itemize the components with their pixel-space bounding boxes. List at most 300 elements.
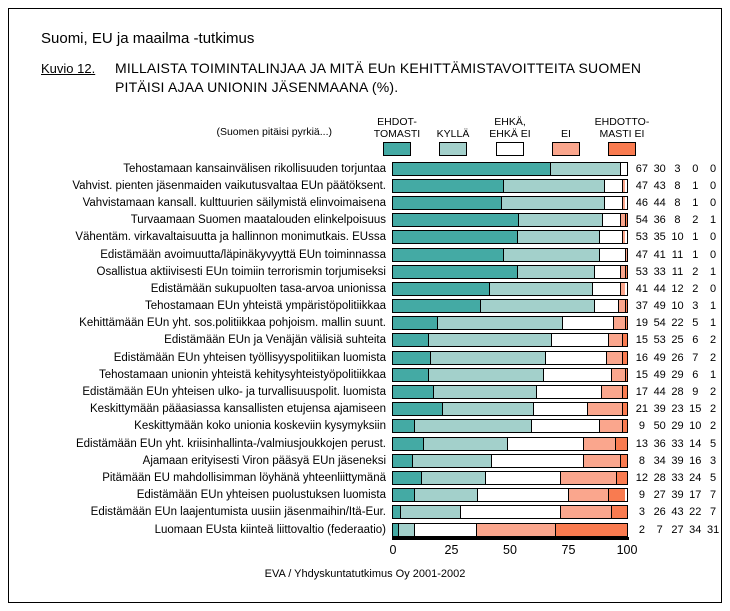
value-label: 43 — [653, 179, 666, 192]
bar-segment-ehka-ehka-ei — [507, 438, 583, 450]
value-label: 1 — [710, 368, 717, 381]
bar-segment-ehdottomasti-ei — [622, 386, 627, 398]
value-label: 10 — [671, 231, 684, 244]
bar-segment-ehdottomasti — [393, 231, 517, 243]
category-label: Tehostamaan kansainvälisen rikollisuuden torjuntaa — [123, 162, 386, 175]
bar-segment-ehdottomasti-ei — [622, 420, 627, 432]
value-label: 3 — [692, 300, 699, 313]
bar-segment-ehdottomasti — [393, 317, 437, 329]
value-label: 44 — [653, 196, 666, 209]
value-label: 15 — [689, 403, 702, 416]
category-label: Tehostamaan unionin yhteistä kehitysyhteistyöpolitiikkaa — [98, 368, 386, 381]
stacked-bar — [392, 248, 628, 262]
value-label: 28 — [653, 471, 666, 484]
value-labels — [633, 163, 722, 175]
value-label: 3 — [674, 162, 681, 175]
value-labels — [633, 214, 722, 226]
category-label: Keskittymään koko unionia koskeviin kysymyksiin — [134, 420, 386, 433]
value-label: 2 — [710, 334, 717, 347]
value-label: 29 — [671, 368, 684, 381]
category-label: Edistämään avoimuutta/läpinäkyvyyttä EUn toiminnassa — [100, 248, 386, 261]
value-label: 1 — [710, 317, 717, 330]
legend-label: EHDOT- TOMASTI — [373, 116, 421, 140]
value-label: 41 — [635, 282, 649, 295]
bar-segment-ehka-ehka-ei — [599, 249, 625, 261]
chart-row — [10, 383, 724, 400]
value-label: 9 — [638, 420, 645, 433]
bar-segment-ehka-ehka-ei — [545, 352, 606, 364]
bar-segment-ei — [606, 352, 622, 364]
value-label: 7 — [710, 506, 717, 519]
bar-segment-kylla — [437, 317, 562, 329]
value-label: 34 — [653, 454, 666, 467]
chart-row — [10, 418, 724, 435]
value-labels — [633, 472, 722, 484]
bar-segment-ehdottomasti — [393, 386, 433, 398]
stacked-bar — [392, 230, 628, 244]
bar-segment-ehdottomasti-ei — [616, 472, 627, 484]
chart-title — [115, 59, 715, 97]
value-label: 1 — [692, 248, 699, 261]
legend-label: KYLLÄ — [436, 128, 470, 140]
chart-row — [10, 401, 724, 418]
value-label: 53 — [653, 334, 666, 347]
value-labels — [633, 283, 722, 295]
stacked-bar — [392, 333, 628, 347]
bar-segment-ei — [583, 455, 620, 467]
stacked-bar — [392, 316, 628, 330]
bar-segment-kylla — [518, 214, 601, 226]
value-label: 17 — [635, 386, 649, 399]
value-label: 2 — [692, 282, 699, 295]
bar-segment-ei — [568, 489, 608, 501]
value-label: 9 — [692, 386, 699, 399]
bar-segment-kylla — [433, 386, 536, 398]
value-label: 27 — [653, 489, 666, 502]
bar-segment-ehdottomasti-ei — [625, 300, 627, 312]
x-tick-label: 0 — [389, 543, 397, 557]
stacked-bar — [392, 179, 628, 193]
value-label: 9 — [638, 489, 645, 502]
bar-segment-ei — [620, 283, 625, 295]
bar-segment-ehdottomasti-ei — [608, 489, 624, 501]
value-label: 15 — [635, 334, 649, 347]
chart-row — [10, 521, 724, 538]
value-label: 0 — [710, 248, 717, 261]
bar-segment-kylla — [480, 300, 595, 312]
bar-segment-kylla — [517, 266, 594, 278]
x-tick-label: 25 — [444, 543, 459, 557]
stacked-bar — [392, 402, 628, 416]
bar-segment-kylla — [489, 283, 592, 295]
bar-segment-ehdottomasti — [393, 403, 442, 415]
value-label: 10 — [671, 300, 684, 313]
bar-segment-ei — [599, 420, 622, 432]
x-tick-label: 50 — [503, 543, 517, 557]
bar-segment-ehdottomasti — [393, 472, 421, 484]
bar-segment-kylla — [503, 249, 599, 261]
bar-segment-ei — [587, 403, 622, 415]
bar-segment-ehdottomasti-ei — [555, 524, 627, 536]
value-label: 29 — [671, 420, 684, 433]
bar-segment-ehka-ehka-ei — [551, 334, 609, 346]
chart-row — [10, 263, 724, 280]
bar-segment-ehka-ehka-ei — [533, 403, 587, 415]
category-label: Vahvistamaan kansall. kulttuurien säilymistä elinvoimaisena — [82, 196, 386, 209]
value-label: 8 — [674, 179, 681, 192]
category-label: Luomaan EUsta kiinteä liittovaltio (federaatio) — [154, 523, 386, 536]
bar-segment-ehka-ehka-ei — [592, 283, 620, 295]
category-label: Edistämään EUn yhteisen työllisyyspolitiikan luomista — [113, 351, 386, 364]
bar-segment-ehdottomasti — [393, 266, 517, 278]
bar-segment-ehdottomasti — [393, 334, 428, 346]
stacked-bar — [392, 523, 628, 537]
value-label: 33 — [671, 437, 684, 450]
bar-segment-ei — [583, 438, 615, 450]
value-label: 25 — [671, 334, 684, 347]
chart-row — [10, 315, 724, 332]
category-label: Pitämään EU mahdollisimman löyhänä yhteenliittymänä — [102, 471, 386, 484]
bar-segment-kylla — [400, 506, 460, 518]
value-label: 30 — [653, 162, 666, 175]
category-label: Ajamaan erityisesti Viron pääsyä EUn jäseneksi — [142, 454, 386, 467]
category-label: Vähentäm. virkavaltaisuutta ja hallinnon monimutkais. EUssa — [75, 231, 386, 244]
value-label: 2 — [692, 265, 699, 278]
legend-label: EI — [561, 128, 571, 140]
value-label: 39 — [671, 454, 684, 467]
stacked-bar — [392, 488, 628, 502]
value-label: 11 — [671, 265, 684, 278]
value-labels — [633, 524, 722, 536]
bar-segment-ehdottomasti — [393, 180, 503, 192]
value-label: 2 — [710, 386, 717, 399]
value-label: 6 — [692, 368, 699, 381]
x-tick-label: 75 — [561, 543, 576, 557]
bar-segment-kylla — [414, 489, 477, 501]
bar-segment-kylla — [503, 180, 604, 192]
bar-segment-ehka-ehka-ei — [531, 420, 599, 432]
legend-note: (Suomen pitäisi pyrkiä...) — [216, 126, 332, 138]
chart-title-line1: MILLAISTA TOIMINTALINJAA JA MITÄ EUn KEHITTÄMISTAVOITTEITA SUOMEN — [115, 60, 642, 76]
stacked-bar — [392, 505, 628, 519]
value-labels — [633, 266, 722, 278]
value-label: 36 — [653, 437, 666, 450]
bar-segment-ehka-ehka-ei — [604, 180, 623, 192]
bar-segment-ehdottomasti-ei — [622, 403, 627, 415]
value-label: 53 — [635, 265, 649, 278]
bar-segment-ei — [622, 231, 624, 243]
value-label: 17 — [689, 489, 702, 502]
value-label: 22 — [689, 506, 702, 519]
value-label: 0 — [710, 179, 717, 192]
value-label: 0 — [710, 282, 717, 295]
value-labels — [633, 300, 722, 312]
bar-segment-kylla — [412, 455, 492, 467]
stacked-bar — [392, 196, 628, 210]
bar-segment-ehdottomasti — [393, 352, 430, 364]
value-label: 7 — [692, 351, 699, 364]
bar-segment-ehdottomasti-ei — [622, 334, 627, 346]
bar-segment-ei — [618, 300, 625, 312]
value-labels — [633, 317, 722, 329]
x-axis-labels — [0, 543, 730, 559]
stacked-bar — [392, 471, 628, 485]
stacked-bar — [392, 282, 628, 296]
chart-row — [10, 469, 724, 486]
value-label: 34 — [689, 523, 702, 536]
value-label: 22 — [671, 317, 684, 330]
value-labels — [633, 420, 722, 432]
bar-segment-ehdottomasti-ei — [625, 317, 627, 329]
bar-segment-ei — [608, 334, 622, 346]
value-label: 49 — [653, 368, 666, 381]
value-label: 44 — [653, 282, 666, 295]
value-label: 54 — [653, 317, 666, 330]
value-label: 3 — [710, 454, 717, 467]
bar-segment-ei — [560, 472, 615, 484]
stacked-bar — [392, 351, 628, 365]
legend-label: EHDOTTO- MASTI EI — [594, 116, 650, 140]
value-label: 21 — [635, 403, 649, 416]
value-label: 11 — [671, 248, 684, 261]
stacked-bar — [392, 265, 628, 279]
value-labels — [633, 489, 722, 501]
bar-segment-ehka-ehka-ei — [599, 231, 622, 243]
bar-segment-ehdottomasti-ei — [611, 506, 627, 518]
value-labels — [633, 455, 722, 467]
chart-row — [10, 212, 724, 229]
value-label: 5 — [710, 437, 717, 450]
value-label: 26 — [671, 351, 684, 364]
bar-segment-kylla — [442, 403, 533, 415]
chart-row — [10, 366, 724, 383]
bar-segment-ehka-ehka-ei — [491, 455, 582, 467]
bar-segment-ei — [613, 317, 625, 329]
value-label: 8 — [674, 196, 681, 209]
value-label: 6 — [692, 334, 699, 347]
stacked-bar — [392, 162, 628, 176]
value-label: 47 — [635, 248, 649, 261]
bar-segment-kylla — [428, 369, 543, 381]
value-label: 13 — [635, 437, 649, 450]
value-label: 24 — [689, 471, 702, 484]
bar-segment-ehka-ehka-ei — [604, 197, 623, 209]
value-label: 37 — [635, 300, 649, 313]
legend-swatch — [383, 142, 411, 156]
source-note: EVA / Yhdyskuntatutkimus Oy 2001-2002 — [264, 568, 466, 580]
value-labels — [633, 506, 722, 518]
chart-row — [10, 487, 724, 504]
x-axis-line — [392, 537, 629, 540]
legend-label: EHKÄ, EHKÄ EI — [489, 116, 531, 140]
category-label: Tehostamaan EUn yhteistä ympäristöpolitiikkaa — [145, 300, 386, 313]
value-label: 0 — [692, 162, 699, 175]
value-label: 53 — [635, 231, 649, 244]
chart-row — [10, 280, 724, 297]
value-label: 1 — [692, 196, 699, 209]
value-label: 23 — [671, 403, 684, 416]
legend-swatch — [496, 142, 524, 156]
stacked-bar — [392, 419, 628, 433]
value-labels — [633, 334, 722, 346]
category-label: Edistämään EUn yhteisen puolustuksen luomista — [136, 489, 386, 502]
value-labels — [633, 180, 722, 192]
bar-segment-kylla — [398, 524, 414, 536]
stacked-bar — [392, 454, 628, 468]
value-label: 0 — [710, 162, 717, 175]
bar-segment-ehdottomasti-ei — [615, 438, 627, 450]
bar-segment-ehka-ehka-ei — [414, 524, 477, 536]
chart-row — [10, 452, 724, 469]
legend-swatch — [439, 142, 467, 156]
value-label: 46 — [635, 196, 649, 209]
value-label: 16 — [689, 454, 702, 467]
bar-segment-ehdottomasti-ei — [620, 455, 627, 467]
chart-row — [10, 332, 724, 349]
value-label: 1 — [710, 300, 717, 313]
value-label: 49 — [653, 300, 666, 313]
bar-segment-ehdottomasti — [393, 283, 489, 295]
bar-segment-kylla — [421, 472, 485, 484]
bar-segment-ehdottomasti-ei — [625, 369, 627, 381]
legend-item — [580, 114, 664, 156]
bar-segment-ehdottomasti — [393, 197, 501, 209]
value-labels — [633, 369, 722, 381]
value-label: 33 — [653, 265, 666, 278]
bar-segment-ehdottomasti — [393, 369, 428, 381]
value-label: 8 — [674, 214, 681, 227]
bar-segment-kylla — [414, 420, 531, 432]
category-label: Turvaamaan Suomen maatalouden elinkelpoisuus — [130, 214, 386, 227]
study-title: Suomi, EU ja maailma -tutkimus — [41, 30, 255, 47]
value-labels — [633, 403, 722, 415]
value-label: 19 — [635, 317, 649, 330]
chart-row — [10, 177, 724, 194]
value-label: 1 — [692, 179, 699, 192]
value-label: 10 — [689, 420, 702, 433]
category-label: Edistämään sukupuolten tasa-arvoa unionissa — [150, 282, 386, 295]
value-label: 67 — [635, 162, 649, 175]
legend-swatch — [552, 142, 580, 156]
chart-row — [10, 435, 724, 452]
bar-segment-kylla — [430, 352, 545, 364]
value-label: 2 — [638, 523, 645, 536]
figure-number-label: Kuvio 12. — [41, 61, 96, 76]
value-label: 5 — [710, 471, 717, 484]
value-labels — [633, 231, 722, 243]
value-label: 0 — [710, 196, 717, 209]
bar-segment-ei — [622, 180, 624, 192]
value-label: 2 — [710, 420, 717, 433]
chart-row — [10, 298, 724, 315]
value-label: 47 — [635, 179, 649, 192]
value-label: 27 — [671, 523, 684, 536]
value-label: 39 — [653, 403, 666, 416]
bar-segment-ei — [622, 197, 624, 209]
category-label: Keskittymään pääasiassa kansallisten etujensa ajamiseen — [90, 403, 386, 416]
category-label: Edistämään EUn ja Venäjän välisiä suhteita — [164, 334, 386, 347]
value-label: 36 — [653, 214, 666, 227]
bar-segment-kylla — [501, 197, 604, 209]
value-label: 12 — [671, 282, 684, 295]
chart-row — [10, 246, 724, 263]
chart-row — [10, 349, 724, 366]
x-tick-label: 100 — [616, 543, 638, 557]
bar-segment-ehdottomasti — [393, 455, 412, 467]
value-label: 8 — [638, 454, 645, 467]
bar-segment-ehdottomasti-ei — [625, 214, 627, 226]
value-label: 41 — [653, 248, 666, 261]
value-label: 54 — [635, 214, 649, 227]
value-labels — [633, 386, 722, 398]
bar-segment-ehdottomasti-ei — [622, 352, 627, 364]
bar-segment-ei — [611, 369, 625, 381]
bar-segment-ehdottomasti-ei — [625, 266, 627, 278]
bar-segment-ehka-ehka-ei — [602, 214, 621, 226]
value-label: 1 — [692, 231, 699, 244]
bar-segment-ehdottomasti — [393, 438, 423, 450]
chart-title-line2: PITÄISI AJAA UNIONIN JÄSENMAANA (%). — [115, 79, 399, 95]
value-label: 12 — [635, 471, 649, 484]
bar-segment-kylla — [428, 334, 551, 346]
chart-row — [10, 229, 724, 246]
value-labels — [633, 352, 722, 364]
bar-segment-ehka-ehka-ei — [562, 317, 613, 329]
stacked-bar — [392, 213, 628, 227]
value-label: 14 — [689, 437, 702, 450]
legend-swatch — [608, 142, 636, 156]
category-label: Osallistua aktiivisesti EUn toimiin terrorismin torjumiseksi — [96, 265, 386, 278]
value-label: 26 — [653, 506, 666, 519]
value-label: 0 — [710, 231, 717, 244]
value-label: 5 — [692, 317, 699, 330]
bar-segment-ehka-ehka-ei — [460, 506, 560, 518]
value-label: 2 — [710, 351, 717, 364]
value-labels — [633, 249, 722, 261]
value-label: 15 — [635, 368, 649, 381]
bar-segment-ei — [476, 524, 555, 536]
chart-rows — [10, 160, 724, 538]
bar-segment-ehdottomasti — [393, 506, 400, 518]
bar-segment-ehdottomasti — [393, 249, 503, 261]
value-label: 43 — [671, 506, 684, 519]
value-label: 16 — [635, 351, 649, 364]
category-label: Edistämään EUn laajentumista uusiin jäsenmaihin/Itä-Eur. — [90, 506, 386, 519]
value-label: 35 — [653, 231, 666, 244]
value-label: 7 — [710, 489, 717, 502]
bar-segment-ehka-ehka-ei — [594, 300, 617, 312]
category-label: Vahvist. pienten jäsenmaiden vaikutusvaltaa EUn päätöksent. — [72, 179, 386, 192]
legend-items — [0, 114, 730, 160]
bar-segment-ehdottomasti — [393, 489, 414, 501]
value-label: 31 — [706, 523, 720, 536]
bar-segment-ehka-ehka-ei — [594, 266, 620, 278]
value-label: 49 — [653, 351, 666, 364]
value-label: 2 — [710, 403, 717, 416]
bar-segment-kylla — [517, 231, 599, 243]
bar-segment-ehka-ehka-ei — [485, 472, 561, 484]
value-label: 33 — [671, 471, 684, 484]
chart-row — [10, 504, 724, 521]
chart-row — [10, 194, 724, 211]
stacked-bar — [392, 437, 628, 451]
value-label: 1 — [710, 214, 717, 227]
value-label: 50 — [653, 420, 666, 433]
value-label: 1 — [710, 265, 717, 278]
bar-segment-ehka-ehka-ei — [477, 489, 568, 501]
value-label: 7 — [656, 523, 663, 536]
bar-segment-ehdottomasti — [393, 420, 414, 432]
